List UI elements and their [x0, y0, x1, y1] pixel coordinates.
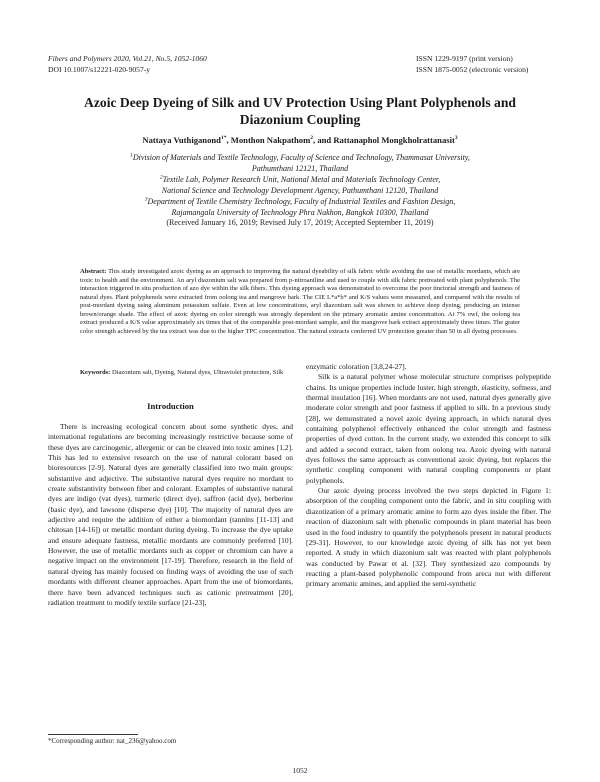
title-line: Diazonium Coupling	[239, 112, 361, 127]
corresponding-author-footnote: *Corresponding author: nat_236@yahoo.com	[48, 737, 177, 745]
issn-print: ISSN 1229-9197 (print version)	[416, 54, 513, 63]
author-separator: , and	[313, 135, 334, 145]
author-name: Rattanaphol Mongkholrattanasit	[333, 135, 455, 145]
abstract	[80, 268, 520, 336]
affiliation-line	[60, 153, 540, 164]
author-list	[40, 135, 560, 146]
abstract-label: Abstract:	[80, 268, 107, 275]
affiliations	[60, 153, 540, 229]
paragraph: enzymatic coloration [3,8,24-27].	[306, 362, 407, 371]
author-affil-mark: 1*	[220, 135, 227, 142]
running-header-left	[48, 54, 207, 75]
author-affil-mark: 3	[454, 135, 458, 142]
affiliation-line	[60, 197, 540, 208]
affiliation-line: Pathumthani 12121, Thailand	[251, 163, 349, 173]
section-heading-introduction: Introduction	[147, 401, 194, 411]
footnote-rule	[48, 734, 138, 735]
issn-electronic: ISSN 1875-0052 (electronic version)	[416, 64, 529, 74]
keywords-text: Diazonium salt, Dyeing, Natural dyes, Ultraviolet protection, Silk	[110, 369, 284, 376]
affil-text: Department of Textile Chemistry Technology, Faculty of Industrial Textiles and Fashion Design,	[147, 196, 456, 206]
affil-mark: 1	[130, 152, 133, 159]
paragraph: There is increasing ecological concern about some synthetic dyes, and international regulations are becoming increasingly restrictive because some of these dyes are carcinogenic, allergenic or can be cleaved into toxic amines [1,2]. This has led to extensive research on the use of natural colorant based on bioresources [2-9]. Natural dyes are generally classified into two main groups: substantive and adjective. The substantive natural dyes require no mordant to create substantivity between fiber and colorant. Examples of substantive natural dyes are indigo (vat dyes), turmeric (direct dye), saffron (acid dye), berberine (basic dye), and lawsone (disperse dye) [10]. The majority of natural dyes are adjective and require the addition of either a biomordant (tannins [11-13] and chitosan [14-16]) or metallic mordant during dyeing. To increase the dye uptake and ensure adequate fastness, metallic mordants are commonly preferred [10]. However, the use of metallic mordants such as copper or chromium can have a negative impact on the environment [17-19]. Therefore, research in the field of natural dyeing has mainly focused on finding ways of avoiding the use of such mordants with different cleaner approaches. Apart from the use of biomordants, there have been advanced techniques such as cationic pretreatment [20], radiation treatment to modify textile surface [21-23],	[48, 422, 293, 607]
affiliation-line	[60, 175, 540, 186]
affiliation-line: National Science and Technology Development Agency, Pathumthani 12120, Thailand	[161, 185, 439, 195]
affil-text: Division of Materials and Textile Technology, Faculty of Science and Technology, Thammasat University,	[132, 153, 470, 162]
running-header-right	[416, 54, 528, 75]
affil-mark: 3	[144, 195, 148, 202]
keywords-label: Keywords:	[80, 369, 111, 376]
journal-citation: Fibers and Polymers 2020, Vol.21, No.5, 1052-1060	[48, 54, 207, 63]
title-line: Azoic Deep Dyeing of Silk and UV Protection Using Plant Polyphenols and	[84, 95, 516, 110]
page-number: 1052	[292, 766, 308, 775]
abstract-text: This study investigated azoic dyeing as an approach to improving the natural dyeability of silk fabric while avoiding the use of metallic mordants, which are toxic to health and the environment. An aryl diazonium salt was prepared from p-nitroaniline and used to couple with silk fabric pretreated with plant polyphenols. The interaction triggered in situ production of azo dye within the silk fibers. This dyeing approach was demonstrated to overcome the poor tinctorial strength and fastness of natural dyes. Plant polyphenols were extracted from oolong tea and mangrove bark. The CIE L*a*b* and K/S values were measured, and compared with the results of post-mordant dyeing using aluminum potassium sulfate. Even at low concentrations, aryl diazonium salt was shown to achieve deep dyeing, producing an intense brown/orange shade. The effect of azoic dyeing on color strength was strongly dependent on the primary aromatic amine concentration. At 7% owf, the oolong tea extract produced a K/S value approximately six times that of the comparable post-mordant sample, and the mangrove bark extract approximately three times. The grater color strength achieved by the tea extract was due to the higher TPC concentration. The natural extracts conferred UV protection greater than 50 in all dyeing processes.	[80, 268, 520, 335]
author-name: Monthon Nakpathom	[230, 135, 311, 145]
author-name: Nattaya Vuthiganond	[142, 135, 221, 145]
affil-text: Textile Lab, Polymer Research Unit, National Metal and Materials Technology Center,	[162, 174, 441, 184]
affiliation-line: Rajamangala University of Technology Phra Nakhon, Bangkok 10300, Thailand	[171, 207, 429, 217]
left-column-body	[48, 422, 293, 608]
right-column-body	[306, 362, 551, 590]
paragraph: Silk is a natural polymer whose molecular structure comprises polypeptide chains. Its unique properties include luster, high strength, elasticity, softness, and thermal insulation [16]. When mordants are not used, natural dyes generally give moderate color strength and poor fastness if applied to silk. In a previous study [28], we demonstrated a novel azoic dyeing approach, in which natural dyes containing polyphenol effectively enhanced the color strength and fastness properties of dyed cotton. In the current study, we extended this concept to silk and added a second extract, taken from oolong tea. Azoic dyeing with natural dyes follows the same approach as conventional azoic dyeing, but replaces the synthetic coupling component with natural coupling components or plant polyphenols.	[306, 372, 551, 485]
author-affil-mark: 2	[310, 135, 314, 142]
paper-title	[40, 94, 560, 128]
author-separator: ,	[226, 135, 231, 145]
paragraph: Our azoic dyeing process involved the two steps depicted in Figure 1: absorption of the coupling component onto the fabric, and in situ coupling with diazotization of a primary aromatic amine to form azo dyes inside the fiber. The reaction of diazonium salt with phenolic compounds in plant material has been used in the food industry to quantify the polyphenols present in natural products [29-31]. However, to our knowledge azoic dyeing of silk has not yet been reported. A study in which diazonium salt was reacted with plant polyphenols was conducted by Pawar et al. [32]. They synthesized azo compounds by reacting a plant-based polyphenolic compound from areca nut with different primary aromatic amines, and applied the semi-synthetic	[306, 486, 551, 589]
affil-mark: 2	[159, 174, 163, 181]
doi[interactable]: DOI 10.1007/s12221-020-9057-y	[48, 64, 151, 74]
received-dates: (Received January 16, 2019; Revised July 17, 2019; Accepted September 11, 2019)	[166, 218, 434, 228]
